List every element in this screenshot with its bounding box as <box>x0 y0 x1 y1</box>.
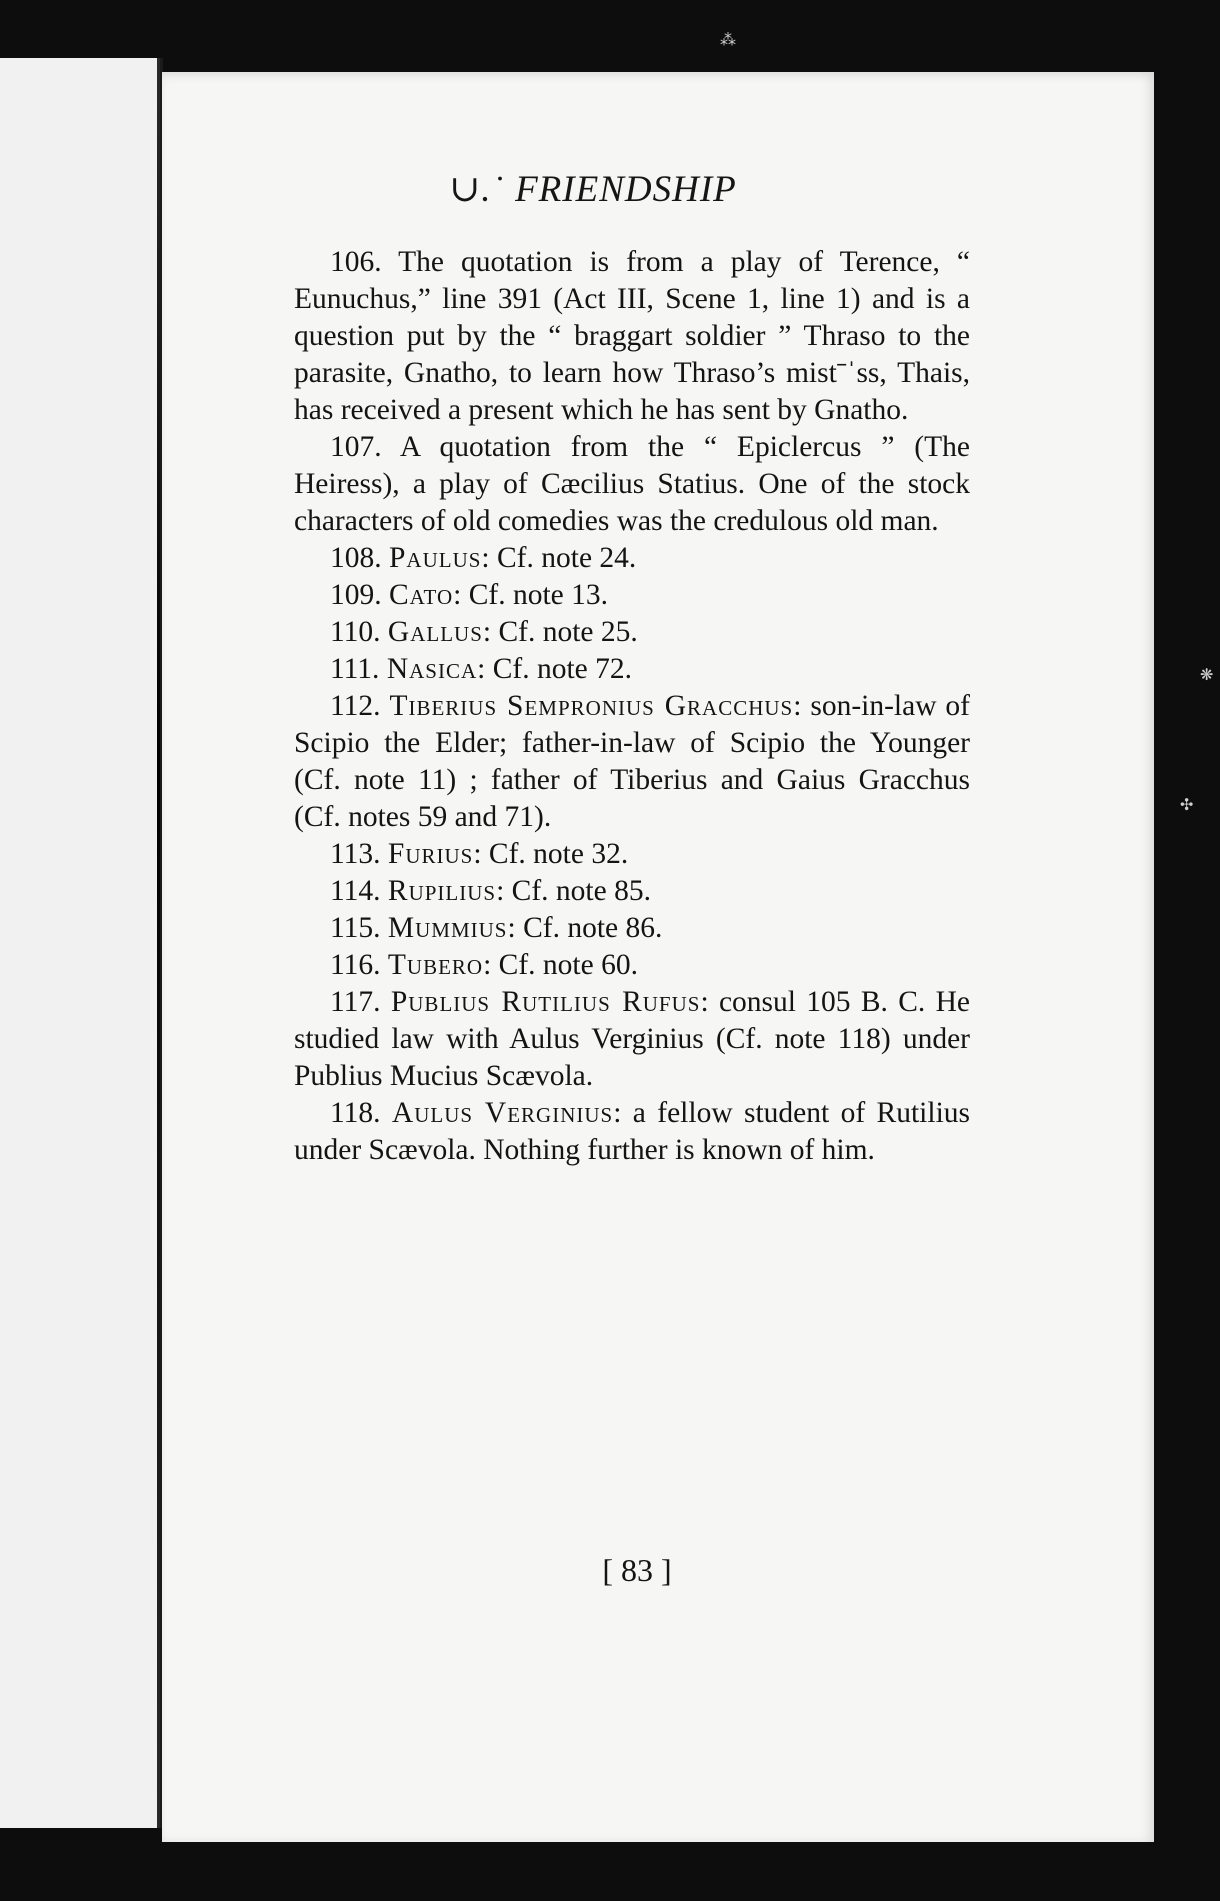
note-107: 107. A quotation from the “ Epiclercus ” (The Heiress), a play of Cæcilius Statius. One of the stock characters of old comedies was the credulous old man. <box>294 431 970 537</box>
note-text: : Cf. note 60. <box>483 949 638 981</box>
note-number: 115. <box>330 912 381 944</box>
note-name: Nasica <box>386 653 478 685</box>
running-head: ∪.˙ FRIENDSHIP <box>449 169 737 210</box>
note-text: : Cf. note 85. <box>496 875 651 907</box>
note-text: : Cf. note 13. <box>453 579 609 611</box>
note-text: : Cf. note 72. <box>477 653 633 685</box>
note-name: Aulus Verginius <box>391 1097 614 1129</box>
note-name: Gallus <box>387 616 483 648</box>
note-116 <box>294 947 970 984</box>
note-109 <box>294 577 970 614</box>
note-113 <box>294 836 970 873</box>
note-text: : Cf. note 24. <box>481 542 637 574</box>
note-number: 109. <box>330 579 382 611</box>
note-text: : Cf. note 86. <box>507 912 663 944</box>
note-number: 116. <box>330 949 381 981</box>
note-text: : a fellow student of Rutilius under Scævola. Nothing further is known of him. <box>294 1097 970 1166</box>
note-106: 106. The quotation is from a play of Terence, “ Eunuchus,” line 391 (Act III, Scene 1, line 1) and is a question put by the “ braggart soldier ” Thraso to the parasite, Gnatho, to learn how Thraso’s mistˉˈss, Thais, has received a present which he has sent by Gnatho. <box>294 246 970 426</box>
page-number: [ 83 ] <box>602 1552 672 1588</box>
note-number: 113. <box>330 838 381 870</box>
book-page <box>162 72 1154 1842</box>
notes-body <box>294 244 970 1169</box>
note-117 <box>294 984 970 1095</box>
note-112 <box>294 688 970 836</box>
note-118 <box>294 1095 970 1169</box>
scan-artifact: ✣ <box>1180 795 1194 814</box>
facing-page-edge <box>0 58 163 1828</box>
note-name: Tubero <box>387 949 484 981</box>
note-111 <box>294 651 970 688</box>
note-number: 111. <box>330 653 380 685</box>
note-number: 108. <box>330 542 382 574</box>
note-number: 114. <box>330 875 381 907</box>
note-name: Publius Rutilius Rufus <box>390 986 701 1018</box>
note-name: Paulus <box>389 542 482 574</box>
scan-artifact: ⁂ <box>720 30 736 49</box>
note-114 <box>294 873 970 910</box>
note-115 <box>294 910 970 947</box>
scan-artifact: ❋ <box>1200 665 1214 684</box>
note-108 <box>294 540 970 577</box>
note-name: Rupilius <box>387 875 497 907</box>
note-number: 117. <box>330 986 381 1018</box>
note-110 <box>294 614 970 651</box>
note-number: 118. <box>330 1097 381 1129</box>
note-number: 110. <box>330 616 381 648</box>
gutter-shadow <box>157 58 160 1828</box>
note-name: Furius <box>387 838 474 870</box>
note-number: 112. <box>330 690 381 722</box>
note-name: Mummius <box>387 912 508 944</box>
note-text: : son-in-law of Scipio the Elder; father-in-law of Scipio the Younger (Cf. note 11) ; father of Tiberius and Gaius Gracchus (Cf. notes 59 and 71). <box>294 690 970 833</box>
note-text: : Cf. note 25. <box>482 616 638 648</box>
note-name: Cato <box>389 579 454 611</box>
note-name: Tiberius Sempronius Gracchus <box>389 690 794 722</box>
note-text: : consul 105 B. C. He studied law with Aulus Verginius (Cf. note 118) under Publius Mucius Scævola. <box>294 986 970 1092</box>
note-text: : Cf. note 32. <box>473 838 629 870</box>
